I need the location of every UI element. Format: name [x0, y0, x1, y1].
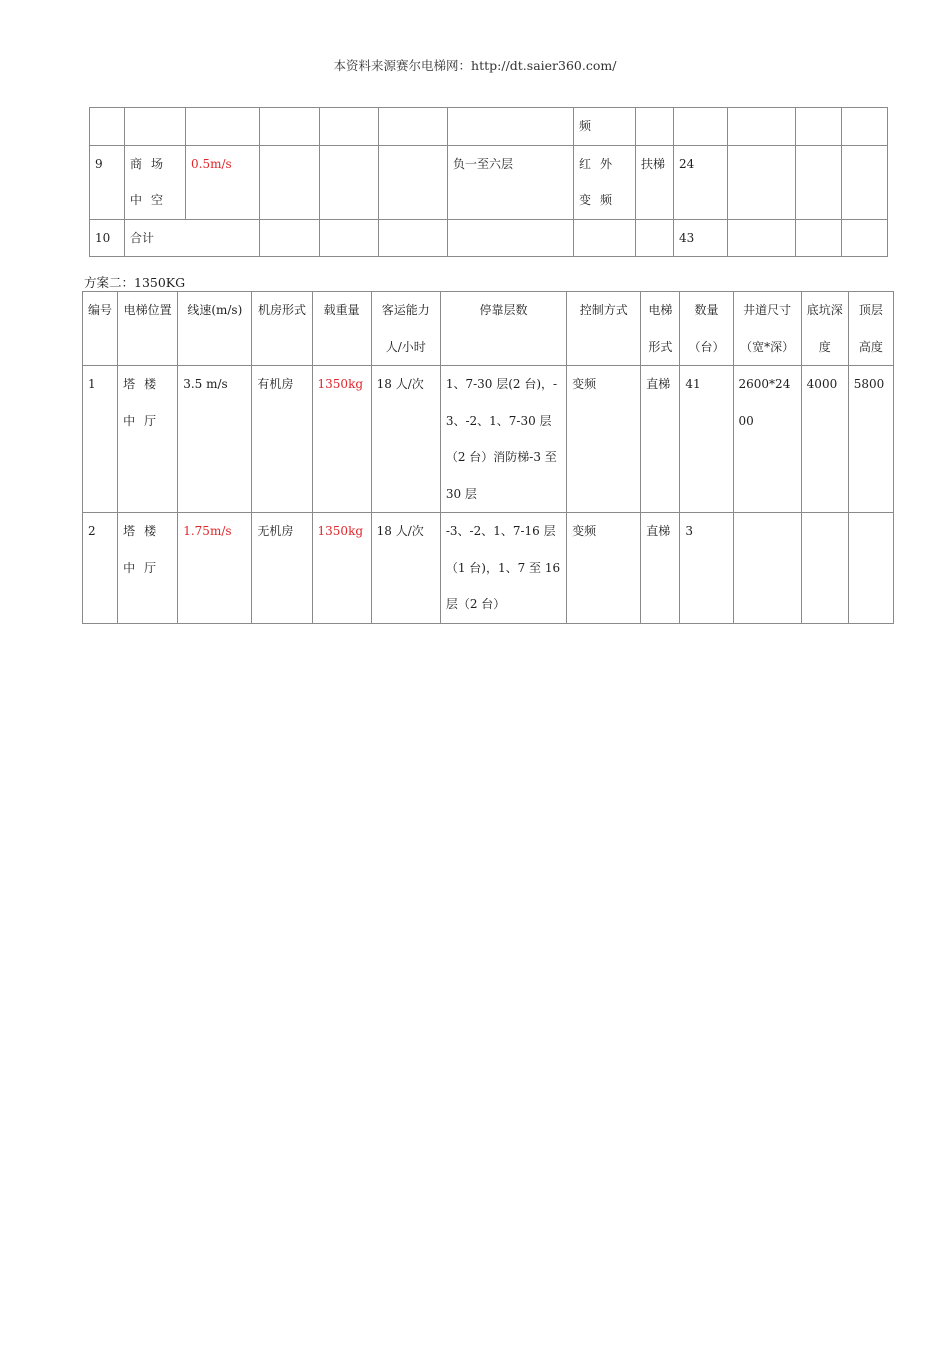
cell-shaft: 2600*2400	[733, 366, 801, 513]
header-top: 顶层高度	[848, 292, 893, 366]
header-control: 控制方式	[567, 292, 641, 366]
table-header-row	[83, 292, 894, 366]
cell-capacity: 18 人/次	[371, 513, 440, 624]
cell-load: 1350kg	[312, 366, 371, 513]
cell-type: 直梯	[641, 366, 680, 513]
table-row	[83, 366, 894, 513]
cell-qty: 41	[680, 366, 733, 513]
cell-speed: 3.5 m/s	[178, 366, 252, 513]
elevator-table-scheme-two	[82, 291, 894, 624]
header-speed: 线速(m/s)	[178, 292, 252, 366]
cell-qty: 24	[674, 145, 728, 219]
cell-load: 1350kg	[312, 513, 371, 624]
header-floors: 停靠层数	[440, 292, 566, 366]
cell-no: 2	[83, 513, 118, 624]
header-capacity: 客运能力人/小时	[371, 292, 440, 366]
header-shaft: 井道尺寸（宽*深）	[733, 292, 801, 366]
header-pit: 底坑深度	[801, 292, 848, 366]
cell-type: 扶梯	[636, 145, 674, 219]
cell-machine-room: 有机房	[252, 366, 312, 513]
cell-control: 变频	[567, 366, 641, 513]
cell-floors: 1、7-30 层(2 台)，-3、-2、1、7-30 层（2 台）消防梯-3 至 30 层	[440, 366, 566, 513]
header-location: 电梯位置	[118, 292, 178, 366]
cell-control: 频	[574, 108, 636, 146]
table-row-10	[90, 219, 888, 257]
scheme-two-caption: 方案二：1350KG	[84, 275, 186, 290]
cell-location: 塔楼中厅	[118, 513, 178, 624]
cell-top: 5800	[848, 366, 893, 513]
page-header-source: 本资料来源赛尔电梯网：http://dt.saier360.com/	[333, 58, 617, 73]
cell-location: 商场中空	[125, 145, 186, 219]
cell-qty: 43	[674, 219, 728, 257]
header-no: 编号	[83, 292, 118, 366]
table-row	[83, 513, 894, 624]
cell-floors: 负一至六层	[448, 145, 574, 219]
cell-type: 直梯	[641, 513, 680, 624]
cell-no: 10	[90, 219, 125, 257]
cell-no: 1	[83, 366, 118, 513]
header-type: 电梯形式	[641, 292, 680, 366]
cell-capacity: 18 人/次	[371, 366, 440, 513]
cell-total-label: 合计	[125, 219, 260, 257]
cell-qty: 3	[680, 513, 733, 624]
cell-control: 变频	[567, 513, 641, 624]
elevator-table-scheme-one-continued	[89, 107, 888, 257]
header-machine-room: 机房形式	[252, 292, 312, 366]
table-row-continued	[90, 108, 888, 146]
cell-shaft	[733, 513, 801, 624]
cell-control: 红外变频	[574, 145, 636, 219]
cell-speed: 0.5m/s	[186, 145, 260, 219]
cell-location: 塔楼中厅	[118, 366, 178, 513]
table-row-9	[90, 145, 888, 219]
cell-machine-room: 无机房	[252, 513, 312, 624]
cell-no: 9	[90, 145, 125, 219]
cell-speed: 1.75m/s	[178, 513, 252, 624]
cell-floors: -3、-2、1、7-16 层（1 台)，1、7 至 16 层（2 台）	[440, 513, 566, 624]
cell-top	[848, 513, 893, 624]
header-load: 载重量	[312, 292, 371, 366]
cell-pit: 4000	[801, 366, 848, 513]
header-qty: 数量（台）	[680, 292, 733, 366]
cell-pit	[801, 513, 848, 624]
